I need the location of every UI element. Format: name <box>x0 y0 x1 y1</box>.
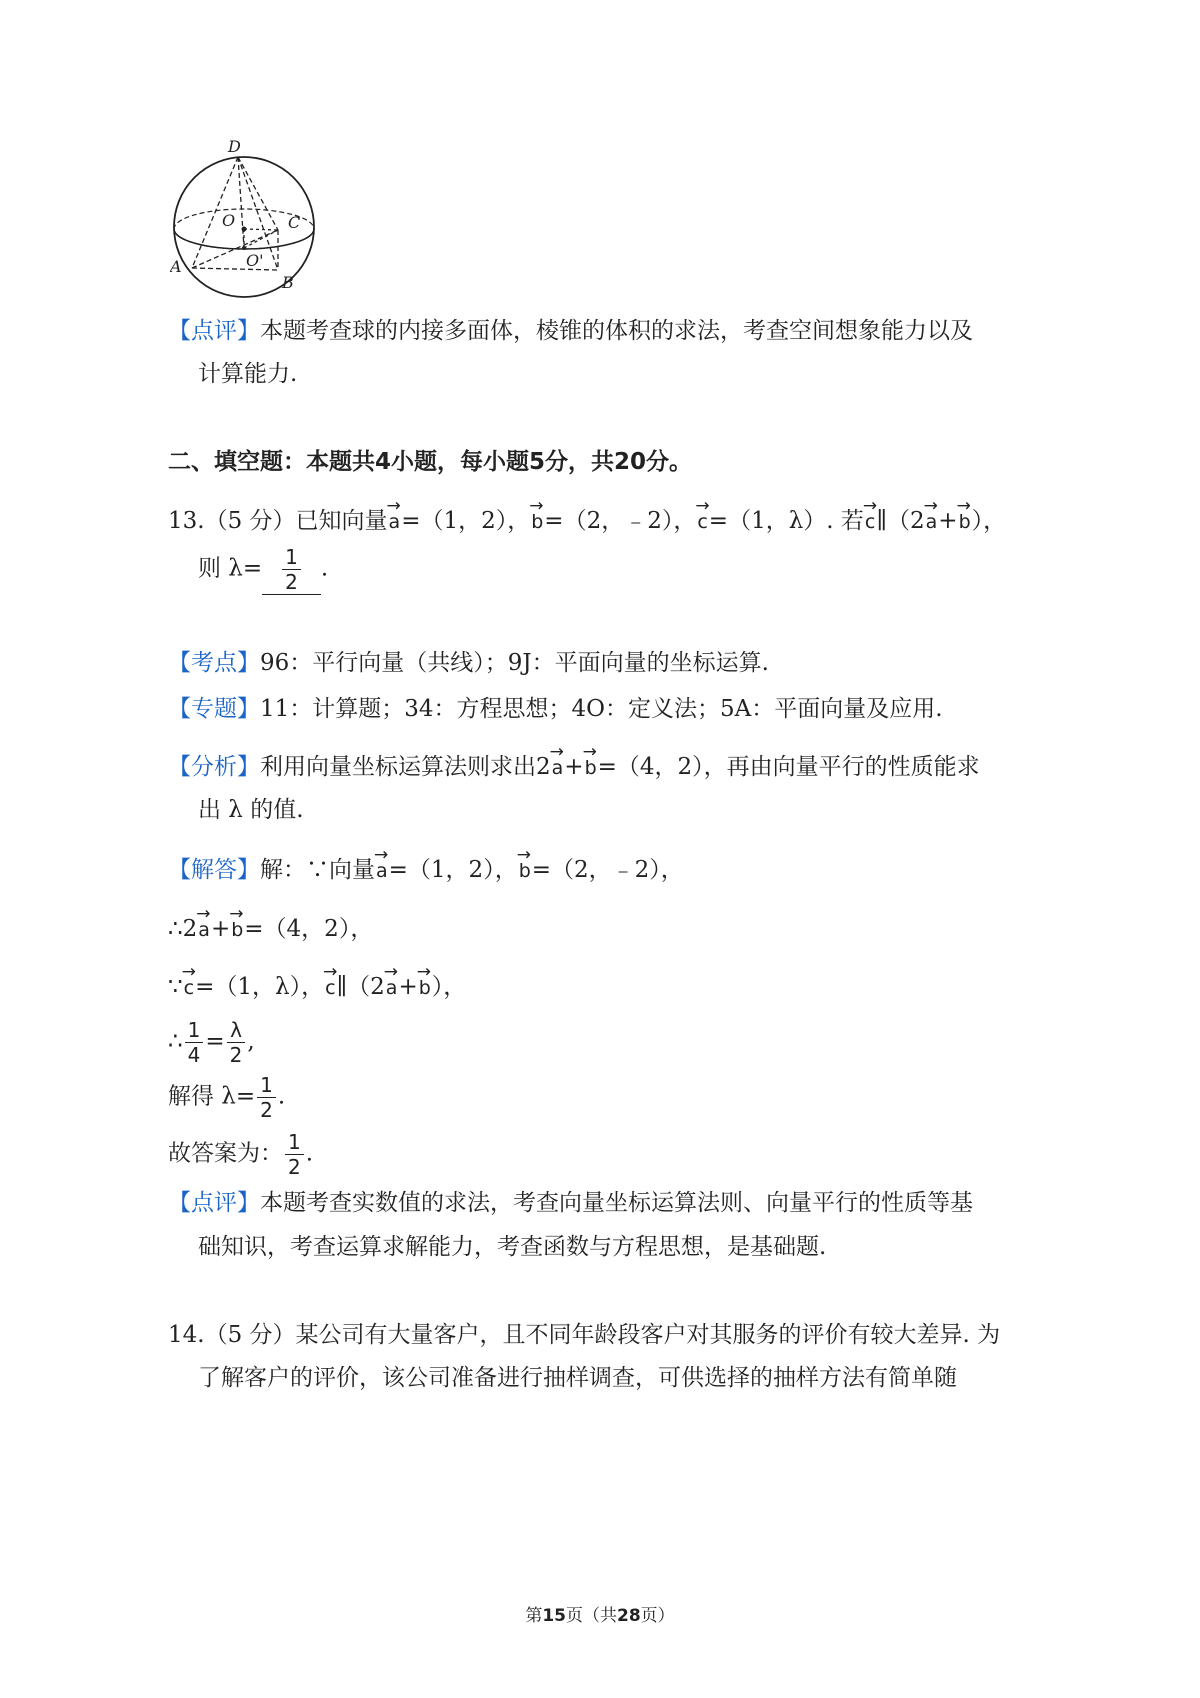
label-O: O <box>222 211 236 230</box>
section-heading: 二、填空题：本题共4小题，每小题5分，共20分。 <box>168 449 693 475</box>
step2: ∴2→ a+→ b=（4，2）， <box>168 905 373 945</box>
dianping13-line2: 础知识，考查运算求解能力，考查函数与方程思想，是基础题. <box>198 1234 827 1260</box>
comment12-line1: 【点评】本题考查球的内接多面体，棱锥的体积的求法，考查空间想象能力以及 <box>168 318 973 344</box>
dianping-tag: 【点评】 <box>168 318 260 344</box>
q14-line1: 14.（5 分）某公司有大量客户，且不同年龄段客户对其服务的评价有较大差异. 为 <box>168 1322 1001 1348</box>
label-O-prime: O' <box>246 251 264 270</box>
label-A: A <box>170 257 182 276</box>
sphere-pyramid-figure <box>170 130 360 300</box>
page-footer: 第15页（共28页） <box>525 1606 675 1626</box>
q14-line2: 了解客户的评价，该公司准备进行抽样调查，可供选择的抽样方法有简单随 <box>198 1365 957 1391</box>
answer-blank: $\frac{1}{2}$ <box>262 545 321 595</box>
step5: 解得 λ= $\frac{1}{2}$ . <box>168 1073 286 1122</box>
step4: ∴ $\frac{1}{4}$ = $\frac{\lambda}{2}$ , <box>168 1018 255 1067</box>
jieda-line1: 【解答】解：∵向量→ a=（1，2），→ b=（2，﹣2）， <box>168 846 684 886</box>
label-B: B <box>282 273 294 292</box>
dianping13-line1: 【点评】本题考查实数值的求法，考查向量坐标运算法则、向量平行的性质等基 <box>168 1190 973 1216</box>
kaodian: 【考点】96：平行向量（共线）；9J：平面向量的坐标运算. <box>168 650 769 676</box>
fenxi-line1: 【分析】利用向量坐标运算法则求出2→ a+→ b=（4，2），再由向量平行的性质能求 <box>168 743 980 783</box>
q13-stem: 13.（5 分）已知向量→ a=（1，2），→ b=（2，﹣2），→ c=（1，λ）. 若→ c∥（2→ a+→ b）， <box>168 497 1006 537</box>
zhuanti: 【专题】11：计算题；34：方程思想；4O：定义法；5A：平面向量及应用. <box>168 696 943 722</box>
label-C: C <box>288 213 301 232</box>
step6: 故答案为： $\frac{1}{2}$ . <box>168 1130 314 1179</box>
step3: ∵→ c=（1，λ），→ c∥（2→ a+→ b）， <box>168 963 466 1003</box>
comment12-line2: 计算能力. <box>198 361 298 387</box>
label-D: D <box>228 137 241 156</box>
q13-answer-line: 则 λ= $\frac{1}{2}$ . <box>198 545 329 594</box>
fenxi-line2: 出 λ 的值. <box>198 797 304 823</box>
